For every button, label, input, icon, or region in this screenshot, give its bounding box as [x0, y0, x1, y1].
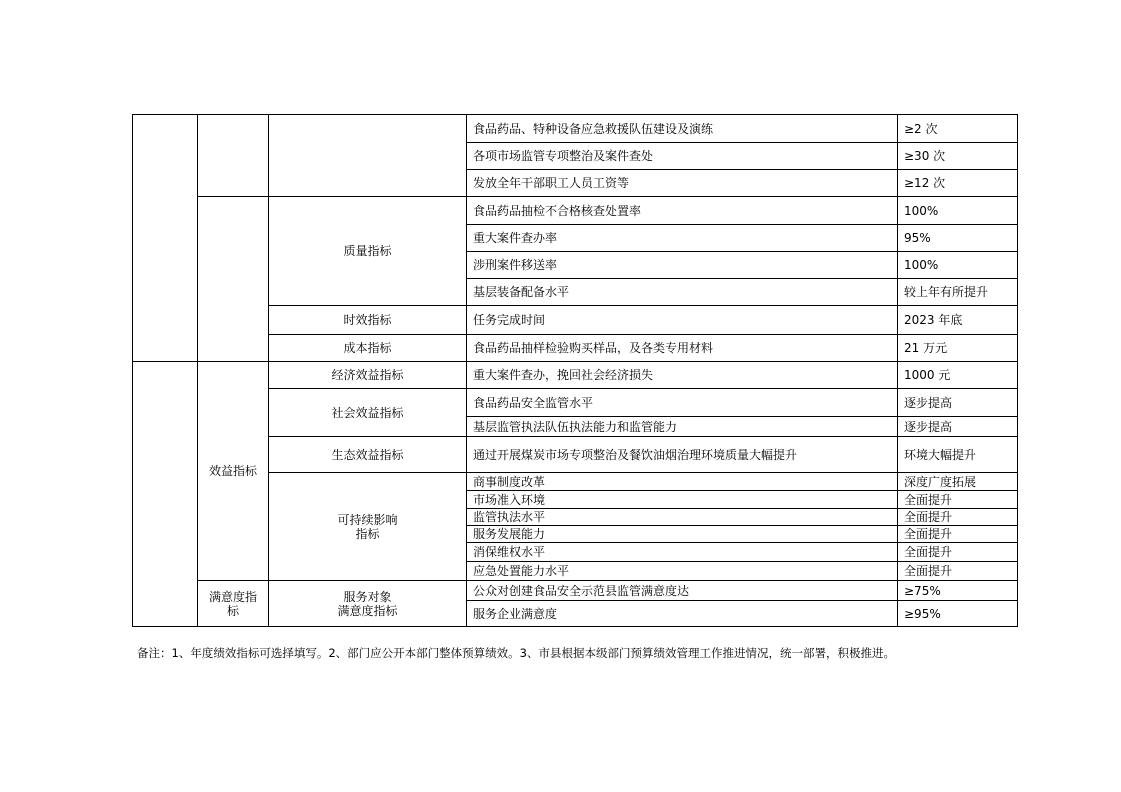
indicator-name: 任务完成时间: [467, 306, 898, 335]
indicator-value: 逐步提高: [898, 417, 1018, 437]
benefit-indicator-label: 效益指标: [198, 362, 269, 581]
indicator-name: 应急处置能力水平: [467, 562, 898, 581]
indicator-value: ≥75%: [898, 581, 1018, 601]
footnote: 备注：1、年度绩效指标可选择填写。2、部门应公开本部门整体预算绩效。3、市县根据本级部门预算绩效管理工作推进情况，统一部署，积极推进。: [137, 646, 895, 660]
indicator-name: 消保维权水平: [467, 543, 898, 562]
performance-indicator-table: [132, 114, 1018, 627]
indicator-value: 21 万元: [898, 335, 1018, 362]
indicator-value: ≥2 次: [898, 115, 1018, 143]
indicator-value: 全面提升: [898, 562, 1018, 581]
indicator-name: 通过开展煤炭市场专项整治及餐饮油烟治理环境质量大幅提升: [467, 437, 898, 473]
sustainable-indicator-label: 可持续影响 指标: [269, 473, 467, 581]
indicator-name: 食品药品抽样检验购买样品，及各类专用材料: [467, 335, 898, 362]
service-satisfaction-label: 服务对象 满意度指标: [269, 581, 467, 627]
indicator-name: 食品药品安全监管水平: [467, 389, 898, 417]
indicator-value: 较上年有所提升: [898, 279, 1018, 306]
table-row: [133, 362, 1018, 389]
indicator-value: 100%: [898, 197, 1018, 225]
indicator-value: 逐步提高: [898, 389, 1018, 417]
indicator-name: 重大案件查办率: [467, 225, 898, 252]
timeliness-indicator-label: 时效指标: [269, 306, 467, 335]
indicator-name: 基层监管执法队伍执法能力和监管能力: [467, 417, 898, 437]
satisfaction-indicator-label: 满意度指 标: [198, 581, 269, 627]
indicator-value: 全面提升: [898, 509, 1018, 526]
indicator-value: ≥12 次: [898, 170, 1018, 197]
ecological-indicator-label: 生态效益指标: [269, 437, 467, 473]
indicator-value: 深度广度拓展: [898, 473, 1018, 491]
indicator-name: 食品药品、特种设备应急救援队伍建设及演练: [467, 115, 898, 143]
tertiary-category-cell: [269, 115, 467, 197]
indicator-value: 1000 元: [898, 362, 1018, 389]
indicator-value: 全面提升: [898, 543, 1018, 562]
indicator-name: 服务企业满意度: [467, 601, 898, 627]
indicator-value: 环境大幅提升: [898, 437, 1018, 473]
primary-indicator-cell: [133, 362, 198, 627]
indicator-name: 公众对创建食品安全示范县监管满意度达: [467, 581, 898, 601]
quality-indicator-label: 质量指标: [269, 197, 467, 306]
indicator-name: 食品药品抽检不合格核查处置率: [467, 197, 898, 225]
indicator-value: ≥30 次: [898, 143, 1018, 170]
indicator-value: 全面提升: [898, 526, 1018, 543]
indicator-value: ≥95%: [898, 601, 1018, 627]
indicator-name: 各项市场监管专项整治及案件查处: [467, 143, 898, 170]
indicator-name: 市场准入环境: [467, 491, 898, 509]
cost-indicator-label: 成本指标: [269, 335, 467, 362]
indicator-name: 发放全年干部职工人员工资等: [467, 170, 898, 197]
indicator-name: 涉刑案件移送率: [467, 252, 898, 279]
economic-indicator-label: 经济效益指标: [269, 362, 467, 389]
primary-indicator-cell: [133, 115, 198, 362]
indicator-value: 95%: [898, 225, 1018, 252]
indicator-name: 监管执法水平: [467, 509, 898, 526]
indicator-value: 全面提升: [898, 491, 1018, 509]
social-indicator-label: 社会效益指标: [269, 389, 467, 437]
secondary-indicator-cell: [198, 197, 269, 362]
indicator-name: 服务发展能力: [467, 526, 898, 543]
indicator-name: 基层装备配备水平: [467, 279, 898, 306]
indicator-value: 2023 年底: [898, 306, 1018, 335]
secondary-indicator-cell: [198, 115, 269, 197]
table-row: [133, 581, 1018, 601]
indicator-value: 100%: [898, 252, 1018, 279]
indicator-name: 商事制度改革: [467, 473, 898, 491]
indicator-name: 重大案件查办，挽回社会经济损失: [467, 362, 898, 389]
table-row: [133, 115, 1018, 143]
table-row: [133, 197, 1018, 225]
